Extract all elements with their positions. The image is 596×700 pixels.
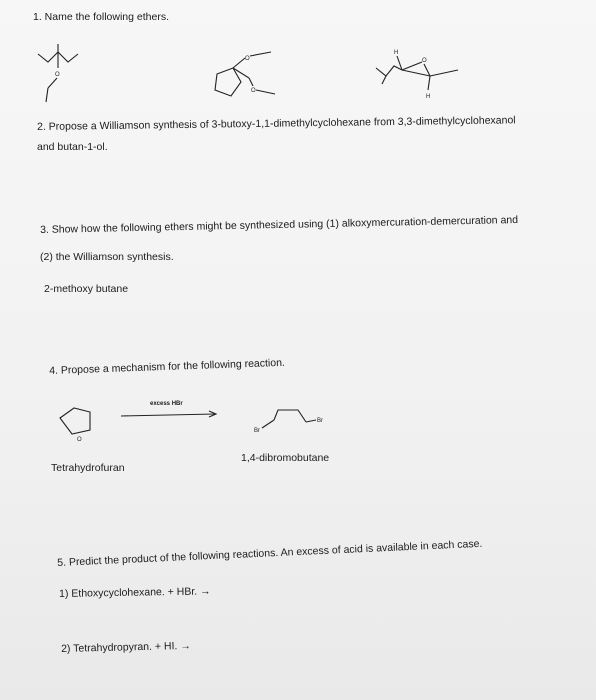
- q1-structure-2: [205, 50, 285, 110]
- q4-title: 4. Propose a mechanism for the following reaction.: [49, 356, 286, 377]
- q4-reactant-name: Tetrahydrofuran: [51, 462, 125, 474]
- q1-structure-1: [28, 42, 108, 102]
- q2-line-1: 2. Propose a Williamson synthesis of 3-butoxy-1,1-dimethylcyclohexane from 3,3-dimethylcyclohexanol: [37, 114, 516, 133]
- q1-structure-3: [368, 46, 468, 106]
- q1-title: 1. Name the following ethers.: [33, 11, 169, 23]
- q4-br-left-label: Br: [254, 428, 260, 434]
- q4-thf-oxygen-label: O: [77, 437, 82, 443]
- q2-line-2: and butan-1-ol.: [37, 141, 108, 153]
- q1-s2-oxygen-label-a: O: [245, 56, 250, 62]
- q4-reagent: excess HBr: [150, 401, 183, 407]
- q5-title: 5. Predict the product of the following reactions. An excess of acid is available in each case.: [57, 537, 483, 569]
- q3-compound: 2-methoxy butane: [44, 283, 129, 295]
- q4-thf-structure: [56, 402, 106, 452]
- q4-product-name: 1,4-dibromobutane: [241, 452, 330, 464]
- q5-item-1: 1) Ethoxycyclohexane. + HBr. →: [59, 585, 211, 600]
- q4-br-right-label: Br: [317, 418, 323, 424]
- q5-item-2: 2) Tetrahydropyran. + HI. →: [61, 639, 191, 655]
- q1-s3-h-top-label: H: [394, 50, 399, 56]
- q4-product-structure: [254, 402, 354, 442]
- q4-reaction-arrow: [121, 411, 221, 421]
- q1-s3-h-bottom-label: H: [426, 94, 431, 100]
- q3-line-1: 3. Show how the following ethers might be synthesized using (1) alkoxymercuration-demercuration and: [40, 213, 519, 236]
- q1-s1-oxygen-label: O: [55, 72, 60, 78]
- q3-line-2: (2) the Williamson synthesis.: [40, 251, 174, 263]
- q1-s3-oxygen-label: O: [422, 58, 427, 64]
- q1-s2-oxygen-label-b: O: [251, 88, 256, 94]
